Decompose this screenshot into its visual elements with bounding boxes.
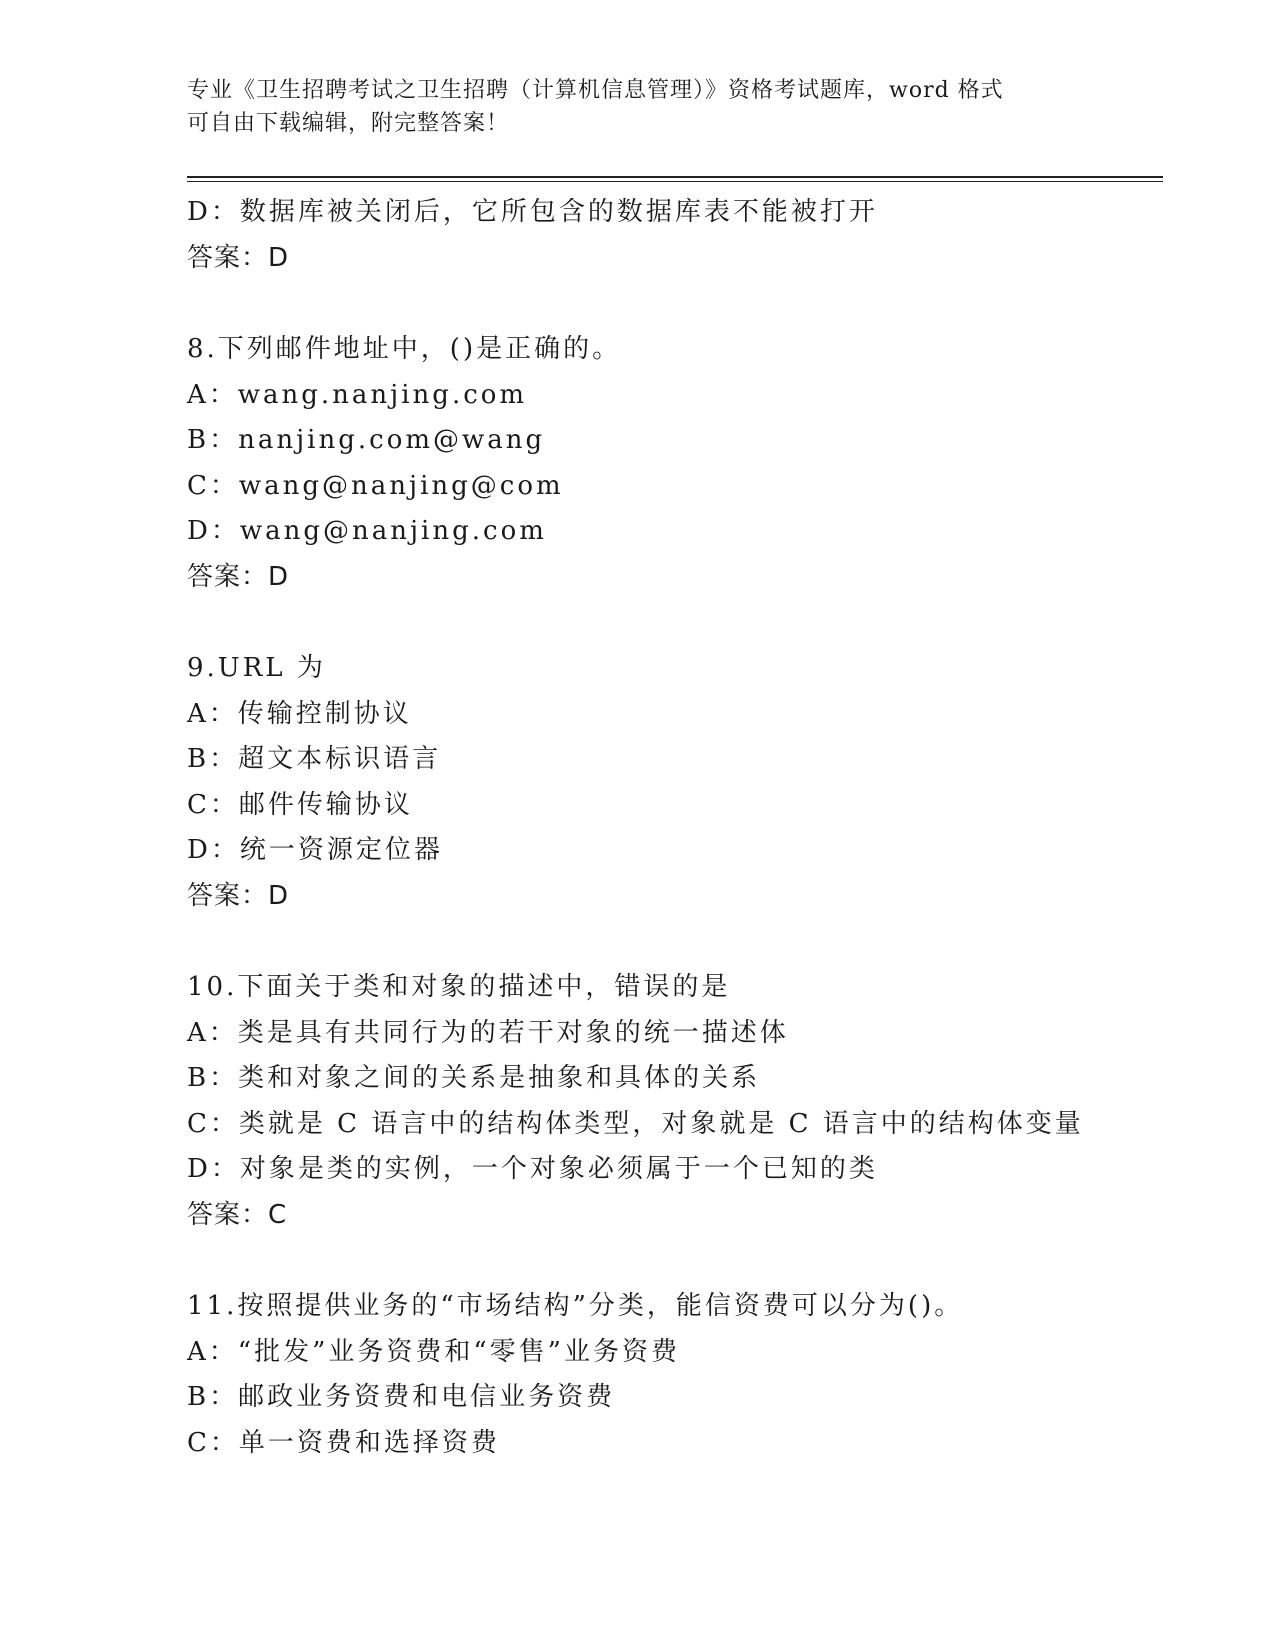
question-stem: 11.按照提供业务的“市场结构”分类，能信资费可以分为()。 — [187, 1291, 964, 1321]
option-d: D：wang@nanjing.com — [187, 516, 547, 546]
option-a: A：类是具有共同行为的若干对象的统一描述体 — [187, 1017, 789, 1048]
header-line-2: 可自由下载编辑，附完整答案！ — [187, 111, 510, 136]
question-block-8 — [187, 327, 1147, 600]
answer-line: 答案：D — [187, 880, 290, 911]
option-d: D：统一资源定位器 — [187, 835, 443, 865]
answer-line: 答案：D — [187, 561, 290, 592]
option-c: C：单一资费和选择资费 — [187, 1427, 500, 1458]
option-c: C：类就是 C 语言中的结构体类型，对象就是 C 语言中的结构体变量 — [187, 1108, 1084, 1139]
option-c: C：邮件传输协议 — [187, 789, 413, 820]
header-divider-thick — [187, 176, 1163, 178]
question-block-11 — [187, 1284, 1147, 1466]
option-a: A：传输控制协议 — [187, 698, 412, 729]
option-a: A：“批发”业务资费和“零售”业务资费 — [187, 1336, 680, 1367]
question-block-prev — [187, 190, 1147, 281]
header-divider-thin — [187, 181, 1163, 182]
question-list — [187, 190, 1147, 1466]
option-b: B：nanjing.com@wang — [187, 425, 546, 455]
answer-line: 答案：D — [187, 242, 290, 273]
document-header — [187, 74, 1087, 140]
option-c: C：wang@nanjing@com — [187, 470, 564, 501]
answer-line: 答案：C — [187, 1199, 288, 1230]
question-block-9 — [187, 646, 1147, 919]
question-block-10 — [187, 965, 1147, 1238]
question-stem: 9.URL 为 — [187, 653, 326, 683]
question-stem: 10.下面关于类和对象的描述中，错误的是 — [187, 972, 731, 1002]
option-a: A：wang.nanjing.com — [187, 379, 528, 410]
option-d: D：数据库被关闭后，它所包含的数据库表不能被打开 — [187, 197, 878, 227]
question-stem: 8.下列邮件地址中，()是正确的。 — [187, 334, 622, 364]
option-d: D：对象是类的实例，一个对象必须属于一个已知的类 — [187, 1154, 878, 1184]
option-b: B：类和对象之间的关系是抽象和具体的关系 — [187, 1063, 761, 1093]
option-b: B：超文本标识语言 — [187, 744, 442, 774]
option-b: B：邮政业务资费和电信业务资费 — [187, 1382, 616, 1412]
header-line-1: 专业《卫生招聘考试之卫生招聘（计算机信息管理）》资格考试题库，word 格式 — [187, 78, 1004, 103]
